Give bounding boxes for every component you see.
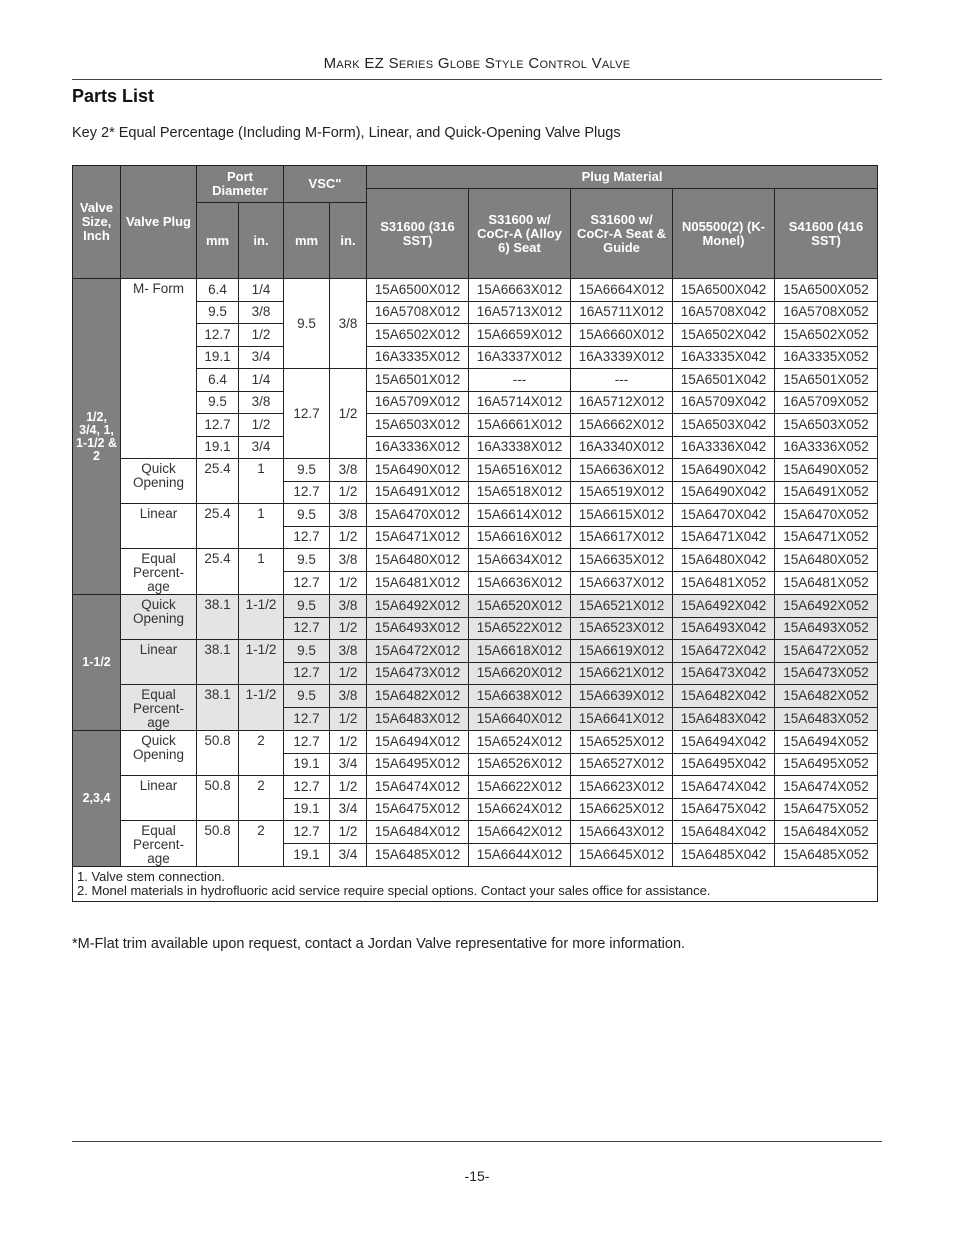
- part-number-cell: 15A6641X012: [571, 708, 673, 731]
- part-number-cell: 15A6473X012: [367, 662, 469, 685]
- part-number-cell: 15A6480X052: [775, 549, 878, 572]
- part-number-cell: 15A6503X012: [367, 414, 469, 437]
- part-number-cell: 15A6494X042: [673, 731, 775, 754]
- vsc-in-cell: 1/2: [330, 617, 367, 640]
- part-number-cell: 16A3336X012: [367, 436, 469, 459]
- part-number-cell: 15A6500X042: [673, 279, 775, 302]
- part-number-cell: 15A6470X042: [673, 504, 775, 527]
- part-number-cell: 15A6493X052: [775, 617, 878, 640]
- part-number-cell: 15A6482X012: [367, 685, 469, 708]
- part-number-cell: 16A3336X042: [673, 436, 775, 459]
- table-row: [73, 279, 878, 302]
- part-number-cell: 15A6661X012: [469, 414, 571, 437]
- vsc-in-cell: 1/2: [330, 776, 367, 799]
- part-number-cell: 15A6660X012: [571, 324, 673, 347]
- part-number-cell: 15A6501X042: [673, 369, 775, 392]
- part-number-cell: 15A6492X052: [775, 595, 878, 618]
- running-header-title: Mark EZ Series Globe Style Control Valve: [323, 55, 631, 72]
- part-number-cell: 15A6664X012: [571, 279, 673, 302]
- table-row: [73, 640, 878, 663]
- part-number-cell: 15A6472X012: [367, 640, 469, 663]
- part-number-cell: 15A6662X012: [571, 414, 673, 437]
- vsc-mm-cell: 12.7: [284, 821, 330, 844]
- vsc-mm-cell: 12.7: [284, 481, 330, 504]
- valve-plug-cell: Equal Percent- age: [121, 685, 197, 731]
- header-plug-material: Plug Material: [367, 166, 878, 189]
- port-in-cell: 1-1/2: [239, 640, 284, 685]
- header-port-diameter: Port Diameter: [197, 166, 284, 203]
- header-vsc: VSC": [284, 166, 367, 203]
- part-number-cell: 15A6659X012: [469, 324, 571, 347]
- vsc-in-cell: 3/8: [330, 459, 367, 482]
- vsc-mm-cell: 12.7: [284, 776, 330, 799]
- port-mm-cell: 9.5: [197, 391, 239, 414]
- header-rule: [72, 79, 882, 80]
- header-material-k-monel: N05500(2) (K-Monel): [673, 189, 775, 279]
- valve-size-cell: 1/2, 3/4, 1, 1-1/2 & 2: [73, 279, 121, 595]
- part-number-cell: 15A6494X012: [367, 731, 469, 754]
- m-flat-note: *M-Flat trim available upon request, contact a Jordan Valve representative for more information.: [72, 936, 686, 952]
- part-number-cell: 15A6526X012: [469, 753, 571, 776]
- part-number-cell: 15A6523X012: [571, 617, 673, 640]
- part-number-cell: 16A5708X052: [775, 301, 878, 324]
- valve-size-cell: 2,3,4: [73, 731, 121, 867]
- port-mm-cell: 6.4: [197, 369, 239, 392]
- part-number-cell: 15A6642X012: [469, 821, 571, 844]
- header-material-s31600-seat-guide: S31600 w/ CoCr-A Seat & Guide: [571, 189, 673, 279]
- part-number-cell: 15A6622X012: [469, 776, 571, 799]
- valve-plug-cell: Equal Percent- age: [121, 821, 197, 867]
- header-valve-size: Valve Size, Inch: [73, 166, 121, 279]
- part-number-cell: 15A6501X012: [367, 369, 469, 392]
- part-number-cell: 15A6620X012: [469, 662, 571, 685]
- part-number-cell: 15A6490X052: [775, 459, 878, 482]
- port-in-cell: 2: [239, 731, 284, 776]
- table-row: [73, 776, 878, 799]
- port-in-cell: 2: [239, 776, 284, 821]
- part-number-cell: 15A6472X042: [673, 640, 775, 663]
- part-number-cell: 15A6502X012: [367, 324, 469, 347]
- port-in-cell: 3/8: [239, 391, 284, 414]
- table-row: [73, 685, 878, 708]
- vsc-mm-cell: 9.5: [284, 595, 330, 618]
- part-number-cell: 15A6525X012: [571, 731, 673, 754]
- part-number-cell: 15A6490X012: [367, 459, 469, 482]
- part-number-cell: 15A6485X012: [367, 844, 469, 867]
- part-number-cell: 15A6493X012: [367, 617, 469, 640]
- part-number-cell: 15A6621X012: [571, 662, 673, 685]
- vsc-in-cell: 3/8: [330, 279, 367, 369]
- part-number-cell: 15A6474X012: [367, 776, 469, 799]
- vsc-mm-cell: 9.5: [284, 279, 330, 369]
- part-number-cell: 16A5709X042: [673, 391, 775, 414]
- part-number-cell: 15A6500X012: [367, 279, 469, 302]
- part-number-cell: 15A6481X052: [673, 572, 775, 595]
- port-mm-cell: 38.1: [197, 685, 239, 731]
- part-number-cell: 15A6485X052: [775, 844, 878, 867]
- part-number-cell: 16A3339X012: [571, 346, 673, 369]
- vsc-mm-cell: 9.5: [284, 640, 330, 663]
- table-notes-row: [73, 867, 878, 902]
- section-title: Parts List: [72, 86, 155, 106]
- part-number-cell: 15A6481X052: [775, 572, 878, 595]
- part-number-cell: 15A6527X012: [571, 753, 673, 776]
- part-number-cell: 15A6475X042: [673, 798, 775, 821]
- part-number-cell: 16A3336X052: [775, 436, 878, 459]
- part-number-cell: 15A6490X042: [673, 459, 775, 482]
- part-number-cell: 15A6502X052: [775, 324, 878, 347]
- vsc-in-cell: 3/8: [330, 549, 367, 572]
- part-number-cell: 15A6520X012: [469, 595, 571, 618]
- part-number-cell: 15A6636X012: [571, 459, 673, 482]
- vsc-in-cell: 1/2: [330, 526, 367, 549]
- table-row: [73, 595, 878, 618]
- part-number-cell: 15A6619X012: [571, 640, 673, 663]
- parts-list-table: [72, 165, 878, 902]
- port-mm-cell: 38.1: [197, 640, 239, 685]
- port-mm-cell: 50.8: [197, 731, 239, 776]
- part-number-cell: 15A6470X052: [775, 504, 878, 527]
- part-number-cell: 15A6492X042: [673, 595, 775, 618]
- vsc-in-cell: 3/8: [330, 685, 367, 708]
- table-row: [73, 459, 878, 482]
- part-number-cell: 15A6617X012: [571, 526, 673, 549]
- part-number-cell: 15A6502X042: [673, 324, 775, 347]
- port-in-cell: 3/4: [239, 436, 284, 459]
- part-number-cell: 15A6663X012: [469, 279, 571, 302]
- part-number-cell: ---: [571, 369, 673, 392]
- port-in-cell: 1: [239, 549, 284, 595]
- part-number-cell: 15A6518X012: [469, 481, 571, 504]
- table-row: [73, 821, 878, 844]
- table-caption: Key 2* Equal Percentage (Including M-Form), Linear, and Quick-Opening Valve Plugs: [72, 125, 621, 141]
- port-in-cell: 1/2: [239, 414, 284, 437]
- part-number-cell: 15A6475X012: [367, 798, 469, 821]
- part-number-cell: 16A3338X012: [469, 436, 571, 459]
- part-number-cell: ---: [469, 369, 571, 392]
- part-number-cell: 15A6473X042: [673, 662, 775, 685]
- part-number-cell: 15A6614X012: [469, 504, 571, 527]
- part-number-cell: 16A5711X012: [571, 301, 673, 324]
- part-number-cell: 16A5708X012: [367, 301, 469, 324]
- vsc-in-cell: 3/4: [330, 798, 367, 821]
- vsc-in-cell: 3/4: [330, 753, 367, 776]
- port-in-cell: 1-1/2: [239, 595, 284, 640]
- vsc-in-cell: 1/2: [330, 821, 367, 844]
- valve-plug-cell: Quick Opening: [121, 459, 197, 504]
- port-in-cell: 1/4: [239, 369, 284, 392]
- page-number: -15-: [464, 1168, 490, 1184]
- port-mm-cell: 19.1: [197, 346, 239, 369]
- part-number-cell: 15A6500X052: [775, 279, 878, 302]
- part-number-cell: 15A6484X052: [775, 821, 878, 844]
- vsc-in-cell: 1/2: [330, 481, 367, 504]
- part-number-cell: 15A6483X052: [775, 708, 878, 731]
- port-mm-cell: 25.4: [197, 459, 239, 504]
- valve-plug-cell: Quick Opening: [121, 731, 197, 776]
- vsc-in-cell: 3/8: [330, 640, 367, 663]
- valve-plug-cell: Linear: [121, 640, 197, 685]
- part-number-cell: 15A6503X052: [775, 414, 878, 437]
- part-number-cell: 15A6519X012: [571, 481, 673, 504]
- port-in-cell: 1: [239, 459, 284, 504]
- part-number-cell: 15A6524X012: [469, 731, 571, 754]
- port-mm-cell: 12.7: [197, 414, 239, 437]
- part-number-cell: 15A6495X042: [673, 753, 775, 776]
- part-number-cell: 15A6645X012: [571, 844, 673, 867]
- vsc-mm-cell: 9.5: [284, 549, 330, 572]
- header-material-s31600: S31600 (316 SST): [367, 189, 469, 279]
- port-in-cell: 3/4: [239, 346, 284, 369]
- port-in-cell: 1/2: [239, 324, 284, 347]
- part-number-cell: 15A6483X042: [673, 708, 775, 731]
- part-number-cell: 15A6640X012: [469, 708, 571, 731]
- valve-plug-cell: Linear: [121, 504, 197, 549]
- part-number-cell: 16A3337X012: [469, 346, 571, 369]
- part-number-cell: 15A6623X012: [571, 776, 673, 799]
- valve-size-cell: 1-1/2: [73, 595, 121, 731]
- part-number-cell: 16A5708X042: [673, 301, 775, 324]
- port-in-cell: 1/4: [239, 279, 284, 302]
- part-number-cell: 15A6482X042: [673, 685, 775, 708]
- vsc-mm-cell: 12.7: [284, 617, 330, 640]
- part-number-cell: 15A6501X052: [775, 369, 878, 392]
- part-number-cell: 15A6639X012: [571, 685, 673, 708]
- table-note: 2. Monel materials in hydrofluoric acid service require special options. Contact your sales office for assistance.: [77, 883, 711, 898]
- part-number-cell: 15A6472X052: [775, 640, 878, 663]
- vsc-mm-cell: 9.5: [284, 459, 330, 482]
- part-number-cell: 15A6495X012: [367, 753, 469, 776]
- port-in-cell: 3/8: [239, 301, 284, 324]
- port-mm-cell: 38.1: [197, 595, 239, 640]
- part-number-cell: 15A6521X012: [571, 595, 673, 618]
- vsc-mm-cell: 12.7: [284, 572, 330, 595]
- part-number-cell: 15A6491X052: [775, 481, 878, 504]
- part-number-cell: 15A6484X012: [367, 821, 469, 844]
- header-material-s31600-alloy6: S31600 w/ CoCr-A (Alloy 6) Seat: [469, 189, 571, 279]
- part-number-cell: 15A6485X042: [673, 844, 775, 867]
- part-number-cell: 15A6522X012: [469, 617, 571, 640]
- part-number-cell: 15A6516X012: [469, 459, 571, 482]
- part-number-cell: 15A6483X012: [367, 708, 469, 731]
- valve-plug-cell: Equal Percent- age: [121, 549, 197, 595]
- footer-rule: [72, 1141, 882, 1142]
- port-in-cell: 1: [239, 504, 284, 549]
- part-number-cell: 15A6624X012: [469, 798, 571, 821]
- part-number-cell: 15A6480X042: [673, 549, 775, 572]
- port-mm-cell: 25.4: [197, 504, 239, 549]
- part-number-cell: 15A6635X012: [571, 549, 673, 572]
- part-number-cell: 15A6470X012: [367, 504, 469, 527]
- table-row: [73, 731, 878, 754]
- table-row: [73, 549, 878, 572]
- vsc-mm-cell: 12.7: [284, 708, 330, 731]
- part-number-cell: 16A3335X042: [673, 346, 775, 369]
- header-valve-plug: Valve Plug: [121, 166, 197, 279]
- port-mm-cell: 9.5: [197, 301, 239, 324]
- part-number-cell: 16A3340X012: [571, 436, 673, 459]
- valve-plug-cell: M- Form: [121, 279, 197, 459]
- vsc-mm-cell: 12.7: [284, 369, 330, 459]
- header-vsc-mm: mm: [284, 203, 330, 279]
- part-number-cell: 15A6637X012: [571, 572, 673, 595]
- part-number-cell: 15A6471X052: [775, 526, 878, 549]
- part-number-cell: 15A6471X012: [367, 526, 469, 549]
- part-number-cell: 15A6493X042: [673, 617, 775, 640]
- header-material-s41600: S41600 (416 SST): [775, 189, 878, 279]
- header-port-mm: mm: [197, 203, 239, 279]
- part-number-cell: 16A3335X052: [775, 346, 878, 369]
- part-number-cell: 15A6634X012: [469, 549, 571, 572]
- part-number-cell: 15A6474X042: [673, 776, 775, 799]
- part-number-cell: 16A5714X012: [469, 391, 571, 414]
- part-number-cell: 16A5709X052: [775, 391, 878, 414]
- port-mm-cell: 50.8: [197, 776, 239, 821]
- header-port-in: in.: [239, 203, 284, 279]
- table-row: [73, 504, 878, 527]
- part-number-cell: 15A6636X012: [469, 572, 571, 595]
- vsc-mm-cell: 12.7: [284, 526, 330, 549]
- part-number-cell: 15A6495X052: [775, 753, 878, 776]
- valve-plug-cell: Linear: [121, 776, 197, 821]
- port-mm-cell: 6.4: [197, 279, 239, 302]
- port-mm-cell: 50.8: [197, 821, 239, 867]
- port-in-cell: 2: [239, 821, 284, 867]
- vsc-mm-cell: 19.1: [284, 798, 330, 821]
- part-number-cell: 15A6480X012: [367, 549, 469, 572]
- port-mm-cell: 25.4: [197, 549, 239, 595]
- port-mm-cell: 12.7: [197, 324, 239, 347]
- vsc-mm-cell: 12.7: [284, 731, 330, 754]
- part-number-cell: 15A6644X012: [469, 844, 571, 867]
- part-number-cell: 15A6494X052: [775, 731, 878, 754]
- table-notes: [73, 867, 878, 902]
- part-number-cell: 16A3335X012: [367, 346, 469, 369]
- part-number-cell: 15A6503X042: [673, 414, 775, 437]
- part-number-cell: 15A6484X042: [673, 821, 775, 844]
- vsc-in-cell: 1/2: [330, 662, 367, 685]
- vsc-in-cell: 3/8: [330, 595, 367, 618]
- vsc-mm-cell: 9.5: [284, 685, 330, 708]
- part-number-cell: 15A6474X052: [775, 776, 878, 799]
- part-number-cell: 15A6473X052: [775, 662, 878, 685]
- part-number-cell: 15A6491X012: [367, 481, 469, 504]
- part-number-cell: 15A6490X042: [673, 481, 775, 504]
- vsc-mm-cell: 19.1: [284, 753, 330, 776]
- part-number-cell: 15A6615X012: [571, 504, 673, 527]
- part-number-cell: 15A6638X012: [469, 685, 571, 708]
- part-number-cell: 15A6482X052: [775, 685, 878, 708]
- part-number-cell: 15A6616X012: [469, 526, 571, 549]
- part-number-cell: 15A6481X012: [367, 572, 469, 595]
- vsc-in-cell: 3/8: [330, 504, 367, 527]
- part-number-cell: 15A6492X012: [367, 595, 469, 618]
- vsc-in-cell: 1/2: [330, 731, 367, 754]
- vsc-in-cell: 3/4: [330, 844, 367, 867]
- port-mm-cell: 19.1: [197, 436, 239, 459]
- part-number-cell: 16A5713X012: [469, 301, 571, 324]
- vsc-mm-cell: 9.5: [284, 504, 330, 527]
- part-number-cell: 15A6643X012: [571, 821, 673, 844]
- vsc-in-cell: 1/2: [330, 708, 367, 731]
- part-number-cell: 15A6625X012: [571, 798, 673, 821]
- table-note: 1. Valve stem connection.: [77, 869, 225, 884]
- part-number-cell: 15A6618X012: [469, 640, 571, 663]
- vsc-in-cell: 1/2: [330, 572, 367, 595]
- header-vsc-in: in.: [330, 203, 367, 279]
- valve-plug-cell: Quick Opening: [121, 595, 197, 640]
- part-number-cell: 16A5712X012: [571, 391, 673, 414]
- vsc-in-cell: 1/2: [330, 369, 367, 459]
- vsc-mm-cell: 19.1: [284, 844, 330, 867]
- part-number-cell: 16A5709X012: [367, 391, 469, 414]
- part-number-cell: 15A6471X042: [673, 526, 775, 549]
- port-in-cell: 1-1/2: [239, 685, 284, 731]
- part-number-cell: 15A6475X052: [775, 798, 878, 821]
- vsc-mm-cell: 12.7: [284, 662, 330, 685]
